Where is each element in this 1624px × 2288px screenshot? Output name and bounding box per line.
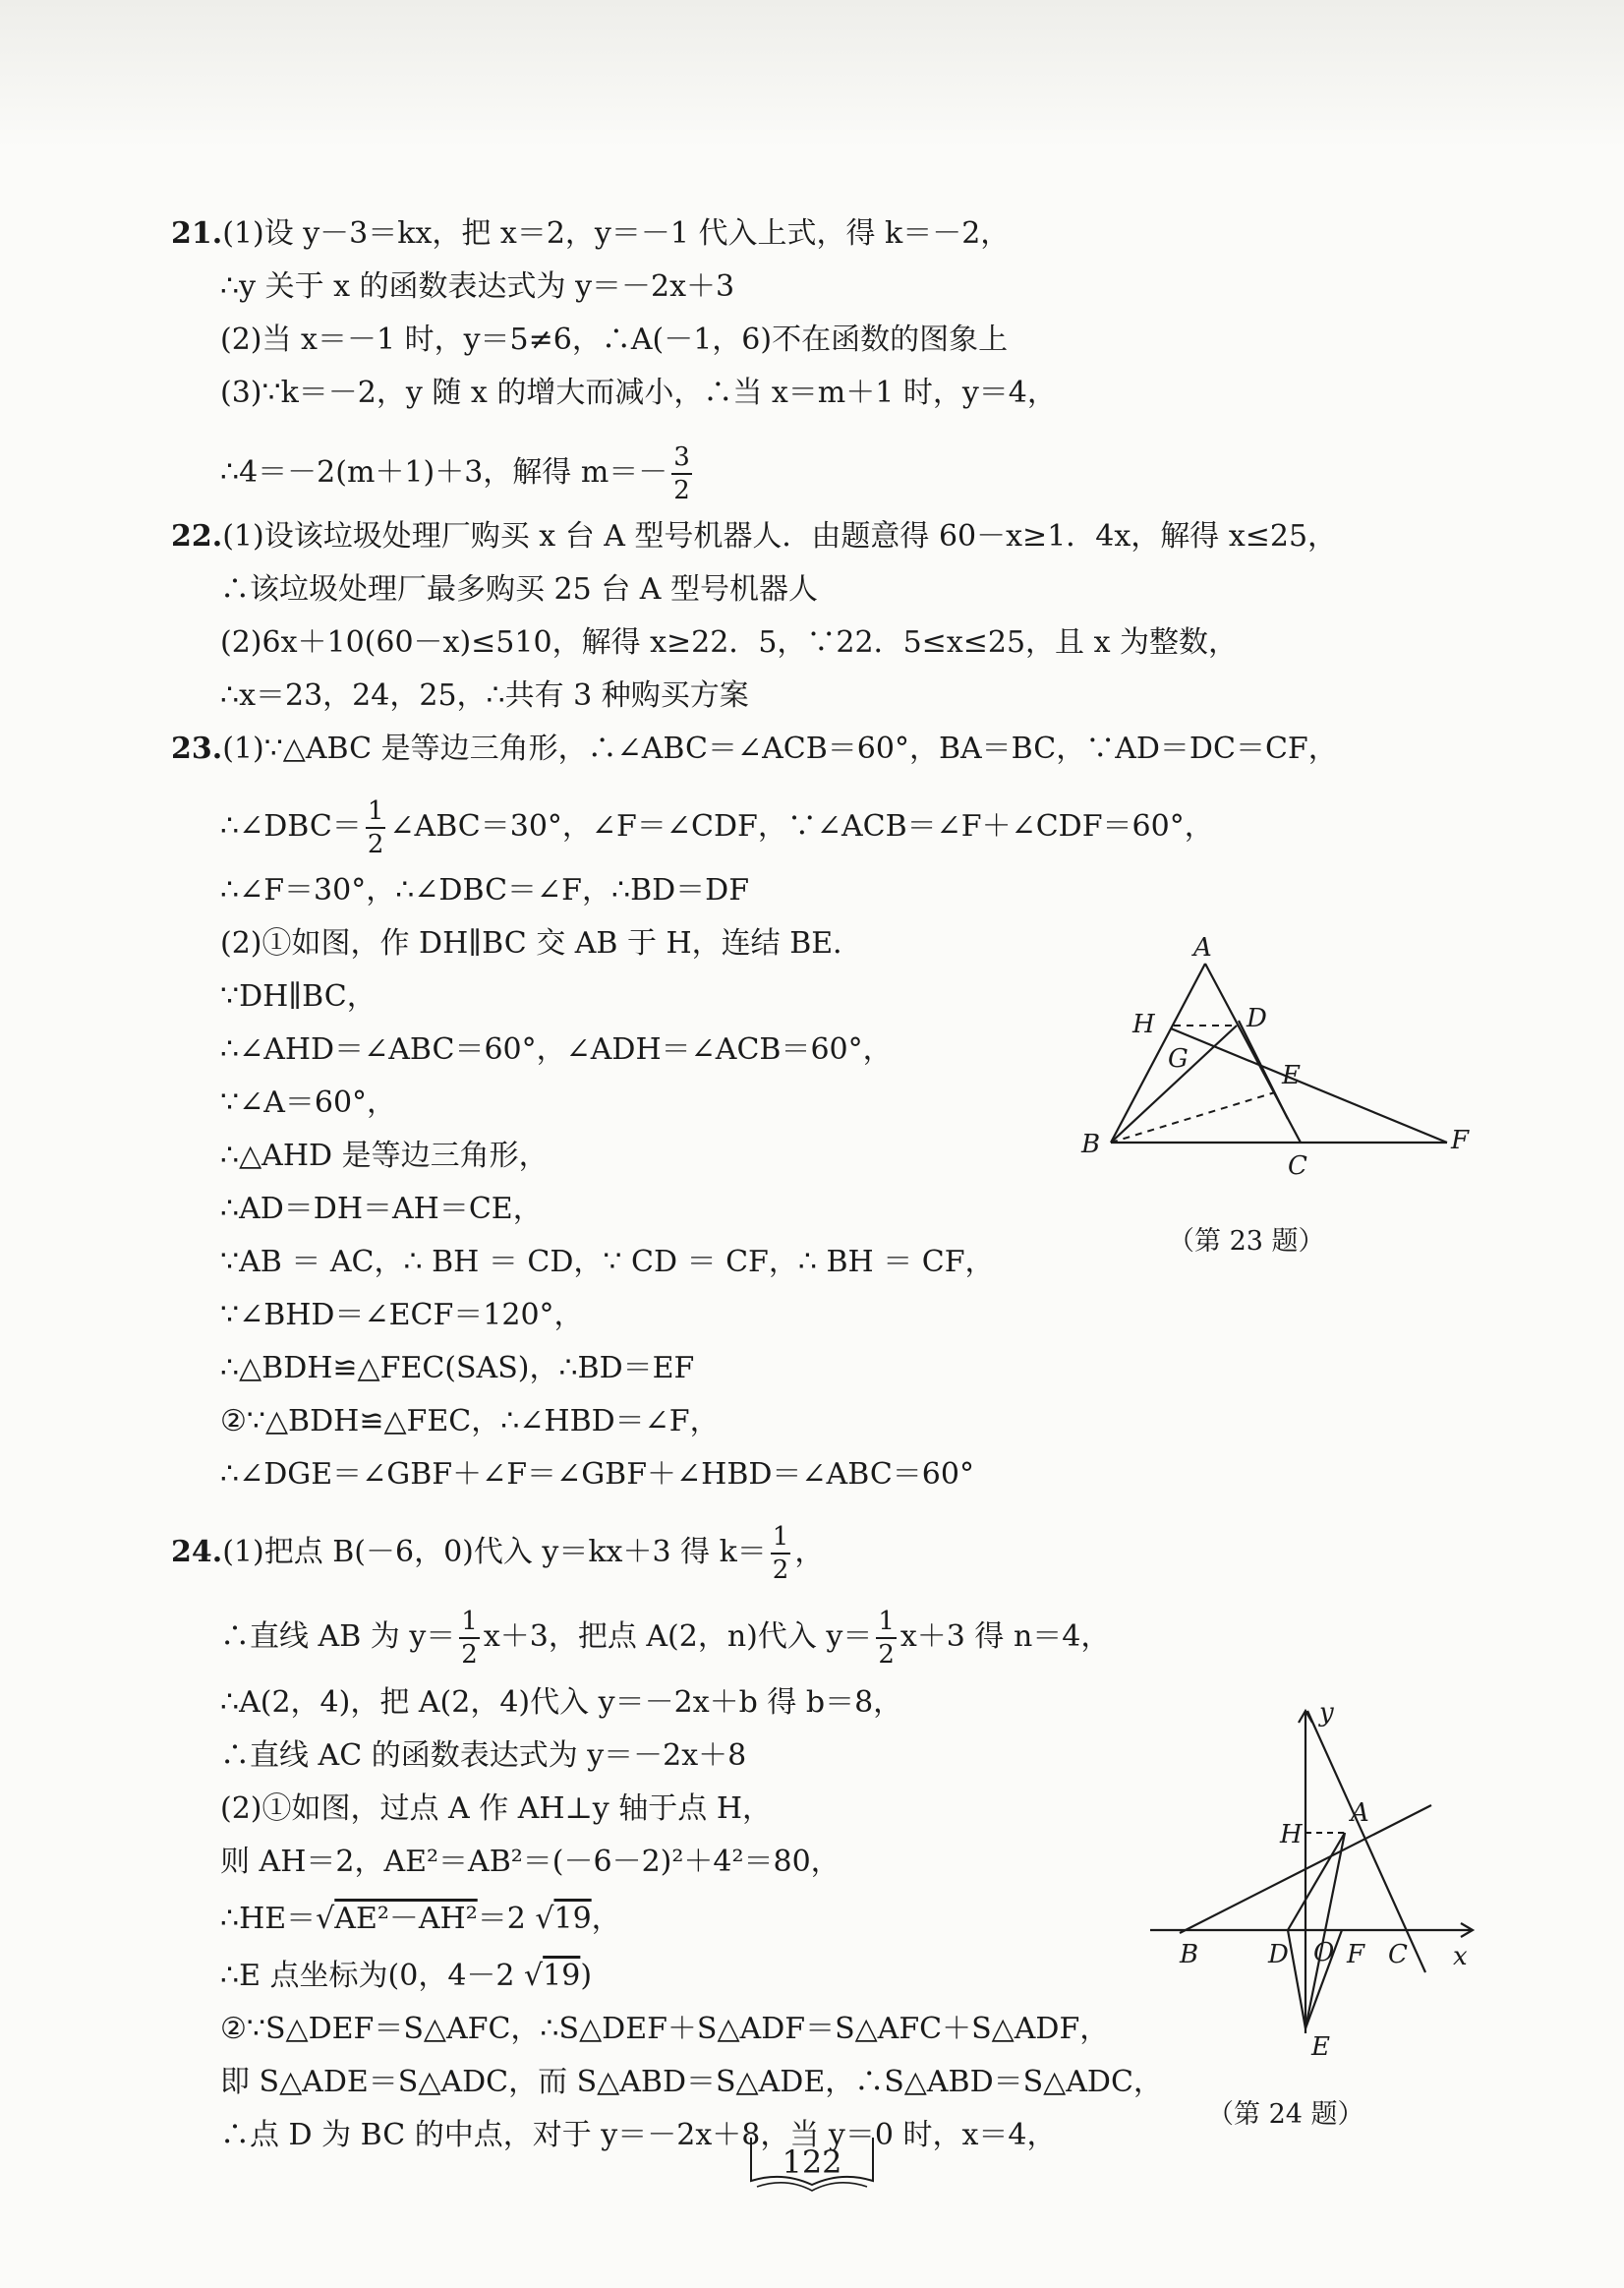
fig23-segment-ab [1111, 964, 1205, 1143]
fig23-label-g: G [1168, 1044, 1189, 1074]
sqrt-radicand: 19 [553, 1902, 592, 1936]
fig24-label-b: B [1180, 1940, 1199, 1969]
q24-line-6: 则 AH＝2，AE²＝AB²＝(－6－2)²＋4²＝80， [220, 1845, 841, 1879]
fraction-denominator: 2 [367, 830, 384, 859]
fig24-label-o: O [1313, 1938, 1335, 1967]
q21-line-1 [171, 214, 1010, 254]
q23-line-14: ∴∠DGE＝∠GBF＋∠F＝∠GBF＋∠HBD＝∠ABC＝60° [220, 1457, 974, 1492]
fig23-label-a: A [1193, 934, 1212, 963]
q24-text-2b: x＋3，把点 A(2，n)代入 y＝ [483, 1619, 873, 1654]
q23-line-13: ②∵△BDH≌△FEC，∴∠HBD＝∠F， [220, 1404, 720, 1438]
q21-text-5: ∴4＝－2(m＋1)＋3，解得 m＝－ [220, 455, 668, 490]
figure-23-diagram [1072, 934, 1504, 1190]
q23-line-11: ∵∠BHD＝∠ECF＝120°， [220, 1298, 584, 1332]
q23-line-8: ∴△AHD 是等边三角形， [220, 1139, 549, 1173]
fig23-label-e: E [1282, 1061, 1301, 1090]
q24-text-2a: ∴直线 AB 为 y＝ [220, 1619, 456, 1654]
fig24-label-e: E [1311, 2032, 1330, 2062]
fraction-numerator: 3 [671, 444, 692, 475]
fig23-label-c: C [1288, 1151, 1307, 1181]
fig23-segment-bd [1111, 1026, 1237, 1143]
q22-line-4: ∴x＝23，24，25，∴共有 3 种购买方案 [220, 678, 749, 713]
q21-line-2: ∴y 关于 x 的函数表达式为 y＝－2x＋3 [220, 269, 735, 304]
q24-line-4: ∴直线 AC 的函数表达式为 y＝－2x＋8 [220, 1738, 747, 1773]
q22-line-1 [171, 517, 1337, 557]
fraction-denominator: 2 [461, 1640, 478, 1670]
fig24-label-c: C [1388, 1940, 1408, 1969]
fraction-numerator: 1 [876, 1609, 897, 1639]
q24-text-2c: x＋3 得 n＝4， [899, 1619, 1111, 1654]
fraction [459, 1609, 480, 1668]
sqrt-radicand: 19 [543, 1959, 581, 1993]
q21-number: 21. [171, 216, 223, 251]
q23-line-3: ∴∠F＝30°，∴∠DBC＝∠F，∴BD＝DF [220, 873, 750, 908]
q24-line-10: 即 S△ADE＝S△ADC，而 S△ABD＝S△ADE，∴S△ABD＝S△ADC， [220, 2065, 1163, 2099]
q23-text-1: (1)∵△ABC 是等边三角形，∴∠ABC＝∠ACB＝60°，BA＝BC，∵AD＝DC＝CF， [222, 732, 1338, 766]
fig24-label-a: A [1351, 1798, 1369, 1828]
fig23-segment-ce-ext [1239, 1021, 1288, 1119]
q24-text-1b: ， [794, 1535, 825, 1569]
q24-number: 24. [171, 1535, 223, 1569]
q23-line-5: ∵DH∥BC， [220, 979, 377, 1014]
page-number: 122 [782, 2143, 842, 2181]
fig24-label-f: F [1347, 1940, 1365, 1969]
fraction-denominator: 2 [772, 1555, 789, 1585]
q24-line-2 [220, 1609, 1110, 1668]
q23-line-12: ∴△BDH≌△FEC(SAS)，∴BD＝EF [220, 1351, 695, 1385]
q24-text-7a: ∴HE＝ [220, 1902, 317, 1936]
fraction-denominator: 2 [878, 1640, 895, 1670]
q24-line-8: ∴E 点坐标为(0，4－2 √19) [220, 1959, 593, 1993]
fraction-numerator: 1 [771, 1524, 791, 1555]
q23-text-2a: ∴∠DBC＝ [220, 809, 362, 844]
q24-text-8a: ∴E 点坐标为(0，4－2 [220, 1959, 515, 1993]
q24-line-7: ∴HE＝√AE²－AH²＝2 √19， [220, 1902, 621, 1936]
figure-24-caption: （第 24 题） [1207, 2099, 1364, 2130]
fig23-label-h: H [1132, 1010, 1155, 1039]
q21-text-1: (1)设 y－3＝kx，把 x＝2，y＝－1 代入上式，得 k＝－2， [222, 216, 1011, 251]
q24-text-7b: ＝2 [477, 1902, 526, 1936]
q21-line-3: (2)当 x＝－1 时，y＝5≠6，∴A(－1，6)不在函数的图象上 [220, 323, 1009, 357]
q24-text-8b: ) [580, 1959, 593, 1993]
q23-line-1 [171, 730, 1338, 769]
q21-line-5 [220, 444, 696, 503]
fig24-segment-de [1288, 1930, 1305, 2028]
figure-24-diagram [1140, 1689, 1494, 2063]
q23-line-7: ∵∠A＝60°， [220, 1085, 397, 1120]
fig23-segment-df [1171, 1028, 1447, 1143]
fraction [671, 444, 692, 503]
q21-line-4: (3)∵k＝－2，y 随 x 的增大而减小，∴当 x＝m＋1 时，y＝4， [220, 376, 1057, 410]
q23-line-10: ∵AB ＝ AC，∴ BH ＝ CD，∵ CD ＝ CF，∴ BH ＝ CF， [220, 1245, 995, 1279]
fraction-numerator: 1 [459, 1609, 480, 1639]
sqrt-radicand: AE²－AH² [334, 1902, 478, 1936]
q24-text-1a: (1)把点 B(－6，0)代入 y＝kx＋3 得 k＝ [222, 1535, 767, 1569]
q23-line-9: ∴AD＝DH＝AH＝CE， [220, 1192, 543, 1226]
fraction [771, 1524, 791, 1583]
fraction-numerator: 1 [366, 798, 386, 829]
q22-number: 22. [171, 519, 223, 554]
page-top-shadow [0, 0, 1624, 147]
q24-text-7c: ， [591, 1902, 621, 1936]
q22-line-3: (2)6x＋10(60－x)≤510，解得 x≥22．5，∵22．5≤x≤25，且 x 为整数， [220, 625, 1239, 660]
fig24-label-y: y [1319, 1698, 1334, 1728]
q22-text-1: (1)设该垃圾处理厂购买 x 台 A 型号机器人．由题意得 60－x≥1．4x，解得 x≤25， [222, 519, 1338, 554]
q24-line-11: ∴点 D 为 BC 的中点，对于 y＝－2x＋8，当 y＝0 时，x＝4， [220, 2118, 1057, 2152]
fig23-label-b: B [1081, 1130, 1101, 1159]
fig23-segment-be [1111, 1092, 1275, 1143]
fraction [366, 798, 386, 857]
q24-line-3: ∴A(2，4)，把 A(2，4)代入 y＝－2x＋b 得 b＝8， [220, 1685, 903, 1720]
fig24-label-d: D [1268, 1940, 1289, 1969]
fig24-label-h: H [1280, 1820, 1303, 1849]
fraction-denominator: 2 [673, 476, 690, 505]
q23-line-6: ∴∠AHD＝∠ABC＝60°，∠ADH＝∠ACB＝60°， [220, 1032, 893, 1067]
fraction [876, 1609, 897, 1668]
q23-text-2b: ∠ABC＝30°，∠F＝∠CDF，∵∠ACB＝∠F＋∠CDF＝60°， [389, 809, 1214, 844]
fig23-label-f: F [1451, 1126, 1470, 1155]
q24-line-1 [171, 1524, 824, 1583]
fig24-label-x: x [1453, 1942, 1468, 1971]
q24-line-9: ②∵S△DEF＝S△AFC，∴S△DEF＋S△ADF＝S△AFC＋S△ADF， [220, 2012, 1110, 2046]
q23-number: 23. [171, 732, 223, 766]
figure-23-caption: （第 23 题） [1168, 1226, 1325, 1257]
fig23-label-d: D [1247, 1004, 1267, 1033]
q23-line-2 [220, 798, 1214, 857]
q24-line-5: (2)①如图，过点 A 作 AH⊥y 轴于点 H， [220, 1791, 772, 1826]
q22-line-2: ∴该垃圾处理厂最多购买 25 台 A 型号机器人 [220, 572, 818, 607]
q23-line-4: (2)①如图，作 DH∥BC 交 AB 于 H，连结 BE． [220, 926, 863, 961]
